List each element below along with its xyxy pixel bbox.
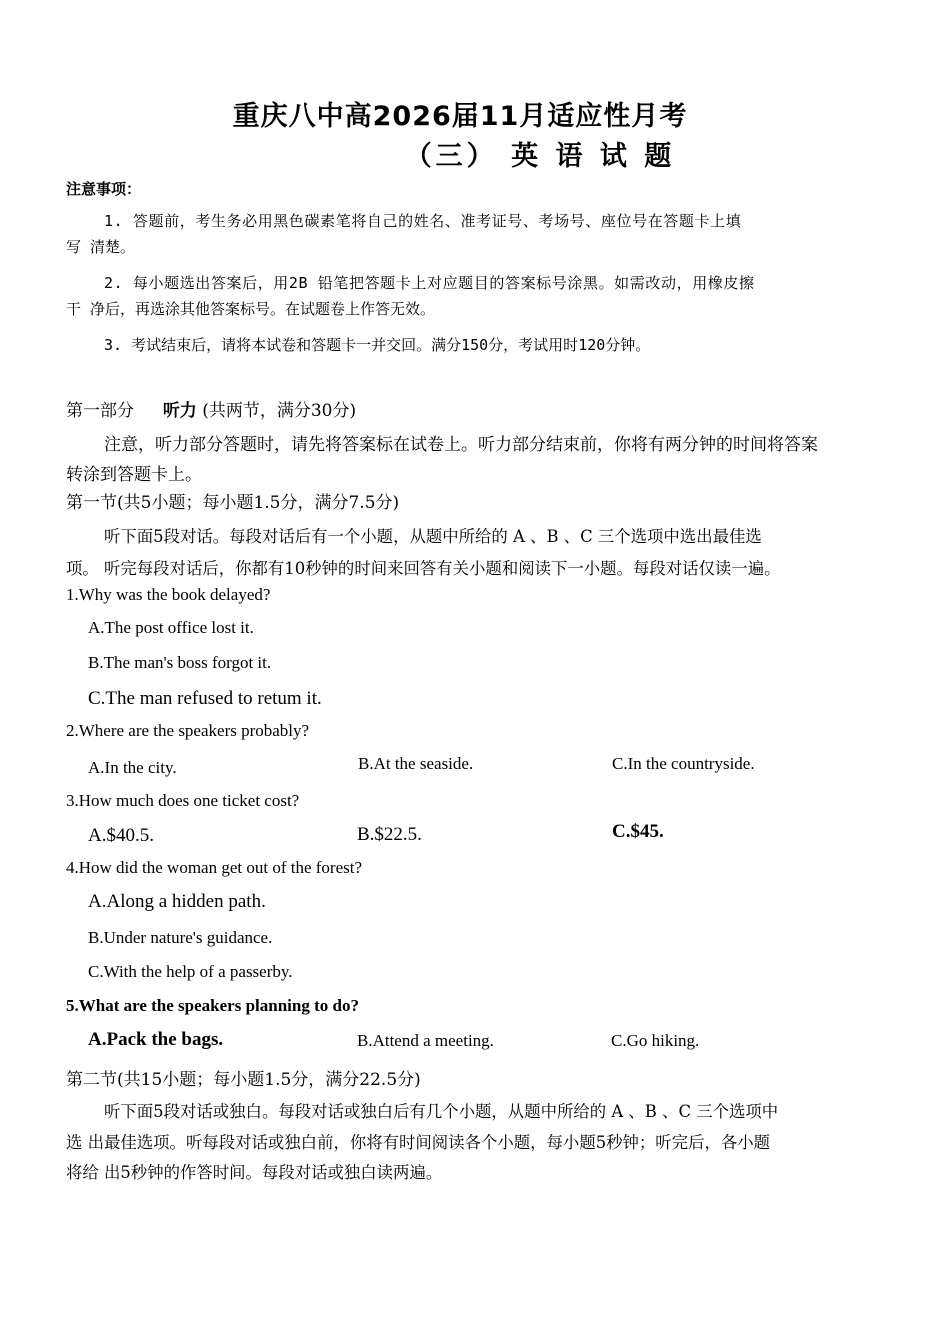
question-1-option-a: A.The post office lost it. (88, 618, 254, 637)
notice-item-1-line-2: 写 清楚。 (66, 238, 136, 256)
question-5-option-c: C.Go hiking. (611, 1031, 700, 1050)
part1-name: 听力 (162, 401, 197, 421)
question-2-option-c: C.In the countryside. (612, 754, 755, 773)
part1-note-line-1: 注意，听力部分答题时，请先将答案标在试卷上。听力部分结束前，你将有两分钟的时间将答案 (104, 435, 818, 455)
question-4-option-c: C.With the help of a passerby. (88, 962, 293, 981)
exam-title-line1: 重庆八中高2026届11月适应性月考 (232, 101, 688, 132)
question-5-option-b: B.Attend a meeting. (357, 1031, 494, 1050)
exam-title-line2: （三） 英 语 试 题 (404, 141, 676, 172)
part1-note-line-2: 转涂到答题卡上。 (66, 465, 202, 485)
section2-instructions-line-1: 听下面5段对话或独白。每段对话或独白后有几个小题，从题中所给的 A 、B 、C 三个选项中 (104, 1102, 779, 1121)
question-4-option-a: A.Along a hidden path. (88, 891, 266, 912)
part1-label: 第一部分 (66, 401, 134, 421)
section1-heading: 第一节(共5小题；每小题1.5分，满分7.5分) (66, 493, 400, 513)
question-5-option-a: A.Pack the bags. (88, 1029, 224, 1050)
notice-item-2-line-2: 干 净后，再选涂其他答案标号。在试题卷上作答无效。 (66, 300, 436, 318)
question-4-stem: 4.How did the woman get out of the forest? (66, 858, 363, 877)
part1-heading (66, 396, 356, 421)
question-3-option-a: A.$40.5. (88, 825, 154, 846)
question-2-stem: 2.Where are the speakers probably? (66, 721, 310, 740)
notice-item-3: 3. 考试结束后，请将本试卷和答题卡一并交回。满分150分，考试用时120分钟。 (104, 336, 651, 354)
question-3-stem: 3.How much does one ticket cost? (66, 791, 300, 810)
part1-detail: (共两节，满分30分) (202, 401, 357, 421)
question-3-option-b: B.$22.5. (357, 824, 422, 845)
notice-item-2-line-1: 2. 每小题选出答案后，用2B 铅笔把答题卡上对应题目的答案标号涂黑。如需改动，用橡皮擦 (104, 274, 755, 292)
question-1-option-c: C.The man refused to retum it. (88, 688, 322, 709)
section2-heading: 第二节(共15小题；每小题1.5分，满分22.5分) (66, 1070, 421, 1090)
section1-instructions-line-2: 项。 听完每段对话后，你都有10秒钟的时间来回答有关小题和阅读下一小题。每段对话仅读一遍。 (66, 559, 781, 578)
question-3-option-c: C.$45. (612, 821, 664, 842)
notice-item-1-line-1: 1. 答题前，考生务必用黑色碳素笔将自己的姓名、准考证号、考场号、座位号在答题卡上填 (104, 212, 742, 230)
section2-instructions-line-3: 将给 出5秒钟的作答时间。每段对话或独白读两遍。 (66, 1163, 443, 1182)
question-2-option-a: A.In the city. (88, 758, 177, 777)
question-1-option-b: B.The man's boss forgot it. (88, 653, 272, 672)
question-1-stem: 1.Why was the book delayed? (66, 585, 271, 604)
section2-instructions-line-2: 选 出最佳选项。听每段对话或独白前，你将有时间阅读各个小题，每小题5秒钟；听完后，各小题 (66, 1133, 771, 1152)
question-5-stem: 5.What are the speakers planning to do? (66, 996, 359, 1015)
section1-instructions-line-1: 听下面5段对话。每段对话后有一个小题，从题中所给的 A 、B 、C 三个选项中选出最佳选 (104, 527, 762, 546)
notice-heading: 注意事项： (66, 180, 142, 198)
question-4-option-b: B.Under nature's guidance. (88, 928, 273, 947)
question-2-option-b: B.At the seaside. (358, 754, 474, 773)
